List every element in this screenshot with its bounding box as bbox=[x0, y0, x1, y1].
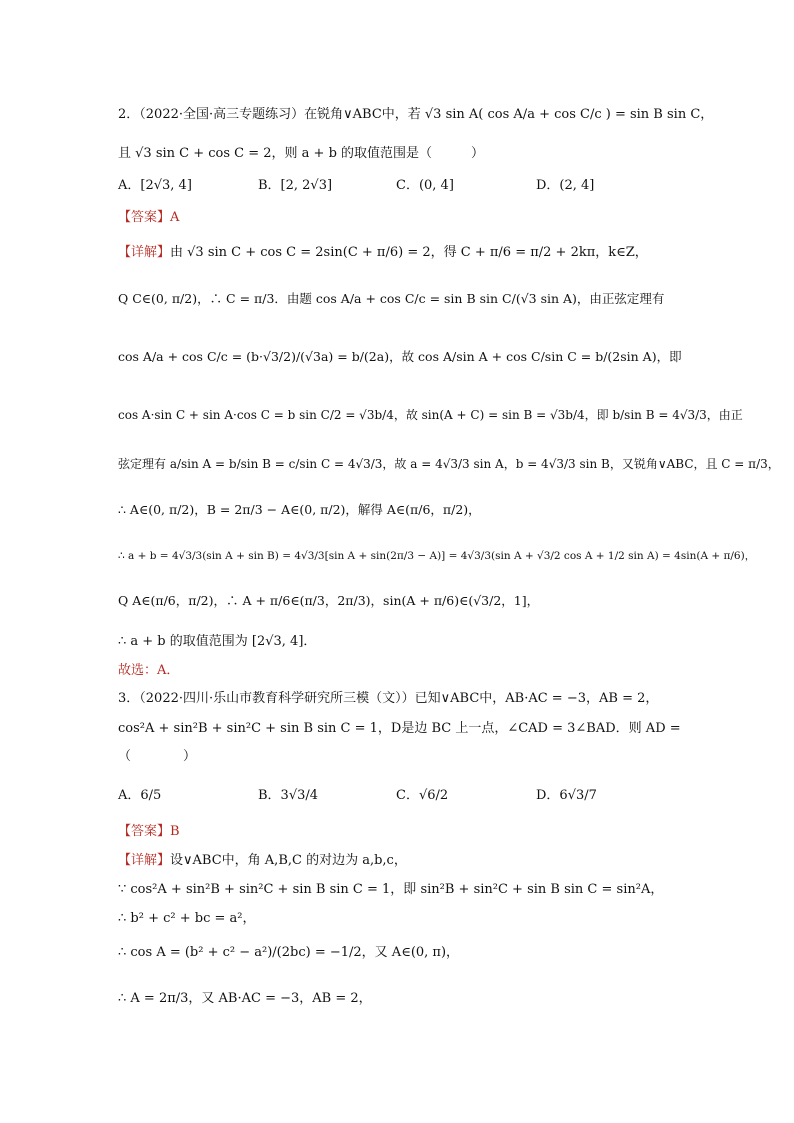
problem3-option-d: D．6√3/7 bbox=[536, 788, 597, 803]
problem2-option-a: A．[2√3, 4] bbox=[118, 178, 192, 193]
problem2-step-4: cos A·sin C + sin A·cos C = b sin C/2 = √3b/4，故 sin(A + C) = sin B = √3b/4，即 b/sin B = 4√3/3，由正 bbox=[118, 408, 743, 422]
problem2-step-3: cos A/a + cos C/c = (b·√3/2)/(√3a) = b/(2a)，故 cos A/sin A + cos C/sin C = b/(2sin A)，即 bbox=[118, 349, 682, 364]
problem2-step-7: ∴ a + b = 4√3/3(sin A + sin B) = 4√3/3[sin A + sin(2π/3 − A)] = 4√3/3(sin A + √3/2 cos A + 1/2 sin A) = 4sin(A + π/6)， bbox=[118, 550, 756, 562]
problem3-step-4: ∴ cos A = (b² + c² − a²)/(2bc) = −1/2，又 A∈(0, π)， bbox=[118, 945, 460, 960]
problem3-detail-label: 【详解】 bbox=[118, 853, 171, 868]
problem2-step-6: ∴ A∈(0, π/2)，B = 2π/3 − A∈(0, π/2)，解得 A∈(π/6，π/2)， bbox=[118, 502, 481, 517]
problem2-answer: 【答案】A bbox=[118, 210, 180, 225]
problem3-step-2: ∵ cos²A + sin²B + sin²C + sin B sin C = 1，即 sin²B + sin²C + sin B sin C = sin²A， bbox=[118, 882, 664, 897]
problem2-option-b: B．[2, 2√3] bbox=[258, 178, 333, 193]
problem3-step-3: ∴ b² + c² + bc = a²， bbox=[118, 911, 256, 926]
problem2-option-d: D．(2, 4] bbox=[536, 178, 595, 193]
problem2-condition: 且 √3 sin C + cos C = 2，则 a + b 的取值范围是（ ） bbox=[118, 146, 485, 161]
problem3-condition: cos²A + sin²B + sin²C + sin B sin C = 1，D是边 BC 上一点，∠CAD = 3∠BAD．则 AD = bbox=[118, 721, 681, 736]
problem3-step-1-text: 设∨ABC中，角 A,B,C 的对边为 a,b,c， bbox=[170, 853, 407, 868]
problem3-option-c: C．√6/2 bbox=[396, 788, 449, 803]
problem2-option-c: C．(0, 4] bbox=[396, 178, 454, 193]
problem2-step-9: ∴ a + b 的取值范围为 [2√3, 4]． bbox=[118, 634, 317, 649]
problem2-choice: 故选：A． bbox=[118, 663, 180, 678]
problem2-step-8: Q A∈(π/6，π/2)，∴ A + π/6∈(π/3，2π/3)，sin(A + π/6)∈(√3/2，1]， bbox=[118, 593, 540, 608]
problem3-lead: 3．（2022·四川·乐山市教育科学研究所三模（文））已知∨ABC中，AB·AC = −3，AB = 2， bbox=[118, 691, 659, 706]
problem3-answer: 【答案】B bbox=[118, 824, 180, 839]
problem3-blank: （ ） bbox=[118, 749, 197, 764]
problem3-option-b: B．3√3/4 bbox=[258, 788, 319, 803]
problem2-lead: 2．（2022·全国·高三专题练习）在锐角∨ABC中，若 √3 sin A( cos A/a + cos C/c ) = sin B sin C， bbox=[118, 107, 714, 122]
problem2-step-1 bbox=[118, 244, 648, 262]
problem2-step-2: Q C∈(0, π/2)，∴ C = π/3．由题 cos A/a + cos C/c = sin B sin C/(√3 sin A)，由正弦定理有 bbox=[118, 291, 665, 306]
problem2-step-1-text: 由 √3 sin C + cos C = 2sin(C + π/6) = 2，得 C + π/6 = π/2 + 2kπ，k∈Z， bbox=[170, 245, 648, 260]
problem3-option-a: A．6/5 bbox=[118, 788, 162, 803]
problem3-step-1 bbox=[118, 852, 407, 870]
problem3-step-5: ∴ A = 2π/3，又 AB·AC = −3，AB = 2， bbox=[118, 991, 372, 1006]
problem2-detail-label: 【详解】 bbox=[118, 245, 171, 260]
problem2-step-5: 弦定理有 a/sin A = b/sin B = c/sin C = 4√3/3，故 a = 4√3/3 sin A，b = 4√3/3 sin B，又锐角∨ABC，且 C = π/3， bbox=[118, 457, 780, 471]
